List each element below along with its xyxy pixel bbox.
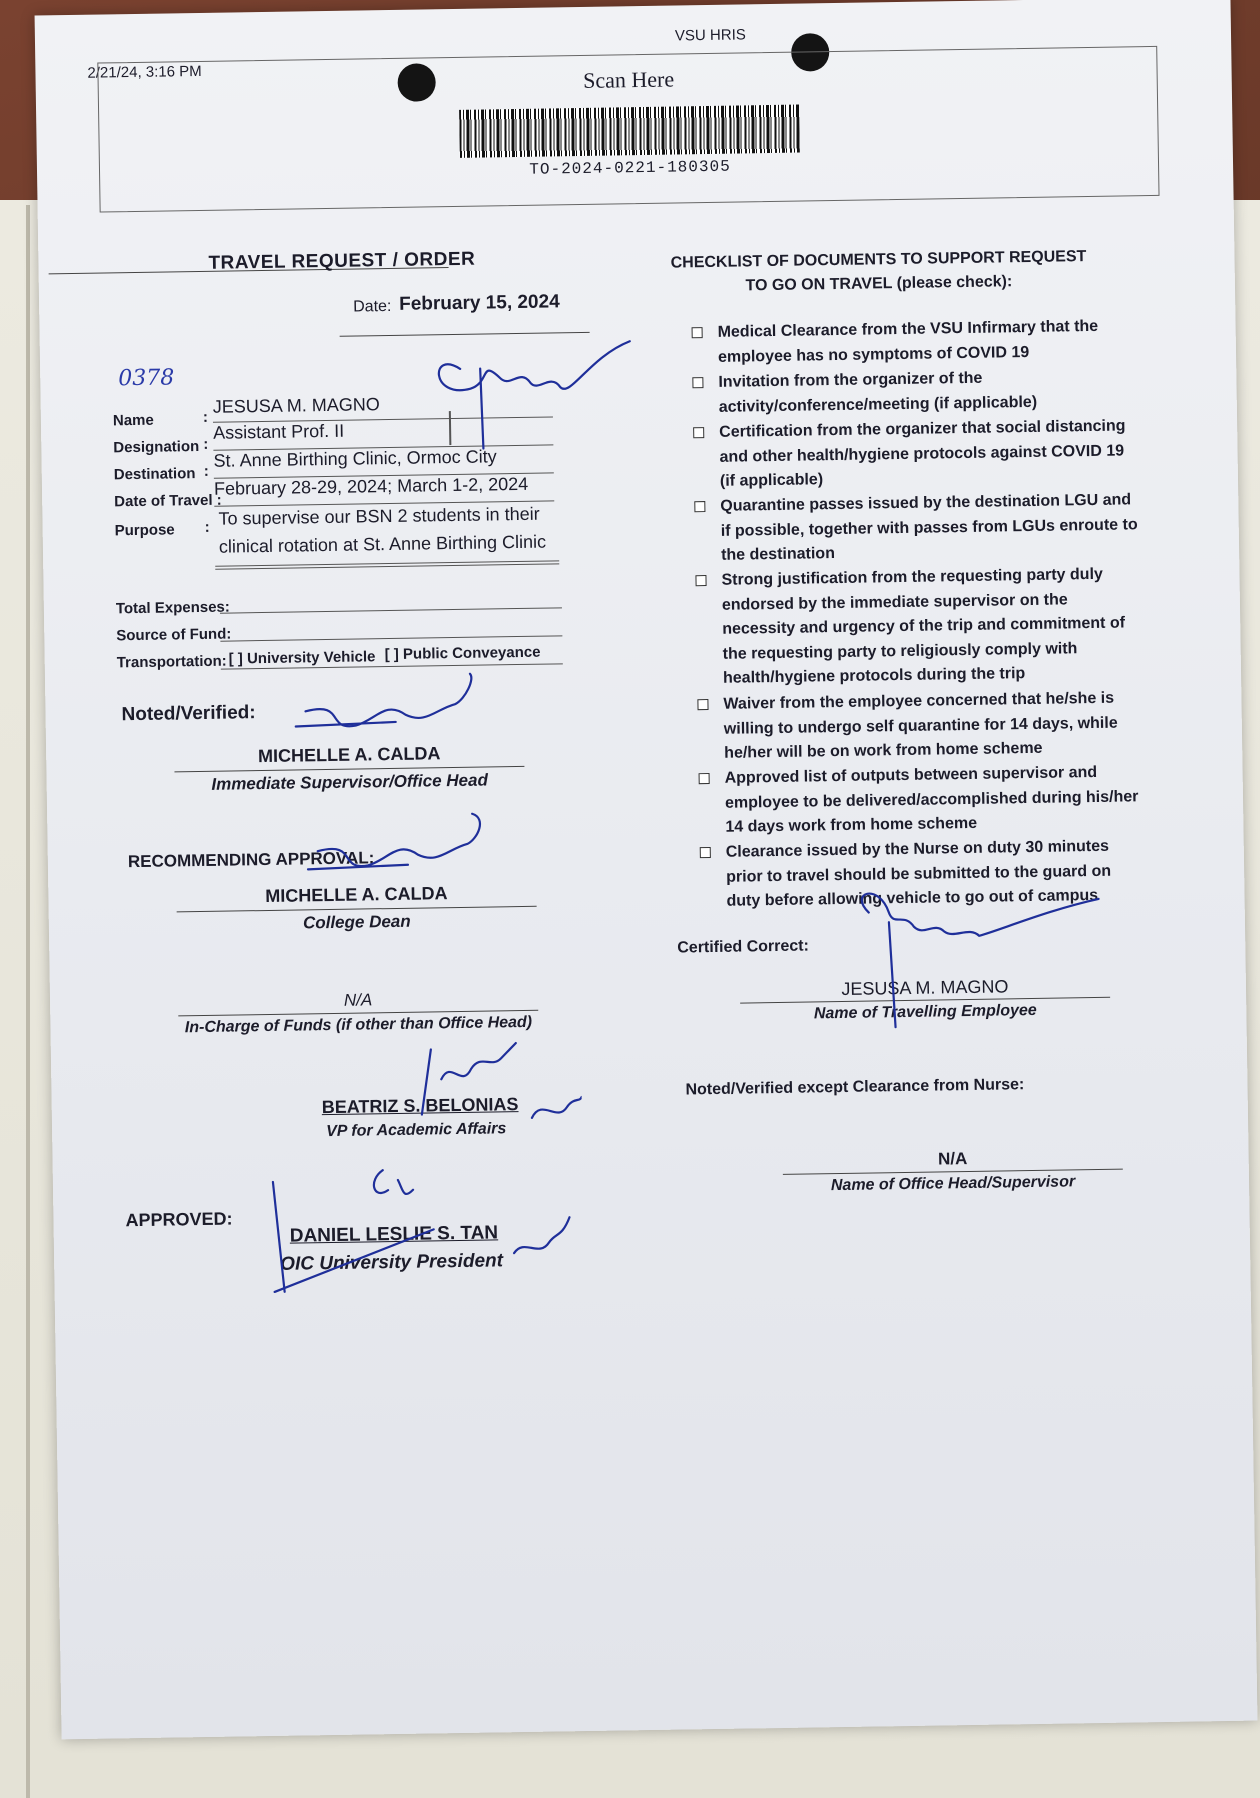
checklist-item-text: Approved list of outputs between supervisor and employee to be delivered/accomplished during his/her 14 days work from home scheme — [724, 763, 1139, 836]
barcode — [459, 105, 800, 158]
president-name: DANIEL LESLIE S. TAN — [289, 1222, 499, 1247]
travel-request-sheet — [35, 0, 1258, 1739]
date-of-travel-label: Date of Travel : — [114, 491, 222, 511]
source-of-fund-label: Source of Fund: — [116, 625, 232, 645]
dean-signature — [297, 808, 498, 901]
checklist-item-text: Quarantine passes issued by the destination LGU and if possible, together with passes from LGUs enroute to the destination — [720, 491, 1138, 564]
president-role: OIC University President — [280, 1250, 504, 1275]
supervisor-signature — [285, 669, 486, 752]
recommending-approval-label: RECOMMENDING APPROVAL: — [127, 848, 375, 872]
checkbox-icon — [695, 575, 706, 586]
name-value: JESUSA M. MAGNO — [212, 394, 380, 417]
dean-role: College Dean — [302, 911, 411, 933]
vp-signature — [381, 1027, 583, 1130]
transport-option-university-vehicle: [ ] University Vehicle — [228, 648, 376, 668]
checklist-item — [690, 364, 1141, 420]
checklist-item-text: Strong justification from the requesting party duly endorsed by the immediate supervisor on the necessity and urgency of the trip and commitment of the requesting party to religiously comply with health/hygiene protocols during the trip — [721, 565, 1126, 687]
total-expenses-line — [220, 607, 562, 613]
checkbox-icon — [697, 699, 708, 710]
checkbox-icon — [692, 377, 703, 388]
purpose-line-2: clinical rotation at St. Anne Birthing Clinic — [215, 531, 559, 566]
date-label: Date: — [353, 297, 392, 316]
destination-value: St. Anne Birthing Clinic, Ormoc City — [213, 446, 497, 471]
designation-colon: : — [203, 435, 209, 453]
form-title: TRAVEL REQUEST / ORDER — [208, 248, 476, 274]
checkbox-icon — [692, 327, 703, 338]
noted-except-nurse-label: Noted/Verified except Clearance from Nurse: — [685, 1076, 1025, 1099]
purpose-line-1: To supervise our BSN 2 students in their — [218, 503, 540, 529]
office-head-name: N/A — [937, 1149, 968, 1169]
designation-value: Assistant Prof. II — [212, 420, 345, 443]
destination-label: Destination — [113, 465, 196, 484]
checklist-heading — [638, 245, 1119, 301]
designation-label: Designation — [113, 437, 200, 457]
transportation-label: Transportation: — [116, 652, 227, 672]
employee-signature-header — [420, 336, 642, 459]
checklist-item-text: Certification from the organizer that social distancing and other health/hygiene protocols against COVID 19 (if applicable) — [719, 417, 1126, 490]
source-of-fund-line — [220, 635, 562, 641]
scan-here-label: Scan Here — [582, 66, 675, 93]
vp-name: BEATRIZ S. BELONIAS — [321, 1094, 519, 1118]
date-of-travel-value: February 28-29, 2024; March 1-2, 2024 — [213, 473, 529, 499]
system-name: VSU HRIS — [674, 26, 746, 45]
certified-correct-label: Certified Correct: — [677, 937, 809, 957]
checklist-item — [691, 414, 1142, 495]
checkbox-icon — [699, 773, 710, 784]
approved-label: APPROVED: — [125, 1208, 233, 1231]
noted-verified-label: Noted/Verified: — [121, 702, 256, 726]
checklist-item — [696, 760, 1147, 841]
checklist-item — [689, 314, 1140, 370]
checkbox-icon — [694, 501, 705, 512]
funds-role: In-Charge of Funds (if other than Office Head) — [184, 1013, 533, 1037]
employee-role: Name of Travelling Employee — [813, 1001, 1037, 1023]
checklist-heading-line-2: TO GO ON TRAVEL (please check): — [745, 273, 1013, 295]
employee-name: JESUSA M. MAGNO — [841, 976, 1009, 999]
checklist-item — [693, 562, 1145, 692]
destination-colon: : — [203, 462, 209, 480]
supervisor-role: Immediate Supervisor/Office Head — [211, 770, 489, 794]
print-timestamp: 2/21/24, 3:16 PM — [87, 62, 202, 82]
folder-edge — [26, 205, 30, 1798]
office-head-role: Name of Office Head/Supervisor — [830, 1173, 1076, 1195]
vp-role: VP for Academic Affairs — [325, 1120, 507, 1141]
total-expenses-label: Total Expenses: — [115, 598, 230, 618]
purpose-colon: : — [204, 518, 210, 536]
supervisor-name: MICHELLE A. CALDA — [257, 743, 441, 767]
date-value: February 15, 2024 — [398, 291, 560, 315]
transport-option-public-conveyance: [ ] Public Conveyance — [384, 643, 541, 664]
checklist-item — [695, 686, 1146, 767]
name-label: Name — [112, 411, 154, 430]
name-colon: : — [202, 408, 209, 426]
checklist-item-text: Medical Clearance from the VSU Infirmary that the employee has no symptoms of COVID 19 — [717, 317, 1099, 366]
scan-box — [97, 46, 1159, 213]
checkbox-icon — [700, 847, 711, 858]
control-number: 0378 — [118, 365, 175, 392]
checklist-item-text: Invitation from the organizer of the activity/conference/meeting (if applicable) — [718, 369, 1038, 416]
checklist-item — [692, 488, 1143, 569]
checkbox-icon — [693, 427, 704, 438]
date-of-travel-field — [214, 473, 554, 506]
date-rule — [340, 332, 590, 337]
funds-name: N/A — [343, 990, 373, 1010]
checklist-item-text: Clearance issued by the Nurse on duty 30 minutes prior to travel should be submitted to the guard on duty before allowing vehicle to go out of campus — [725, 837, 1112, 910]
checklist-heading-line-1: CHECKLIST OF DOCUMENTS TO SUPPORT REQUEST — [670, 248, 1087, 272]
employee-signature — [848, 879, 1110, 1033]
dean-name: MICHELLE A. CALDA — [265, 883, 448, 907]
purpose-label: Purpose — [114, 521, 175, 540]
checklist-item-text: Waiver from the employee concerned that he/she is willing to undergo self quarantine for 14 days, while he/her will be on work from home scheme — [723, 689, 1118, 762]
tracking-number: TO-2024-0221-180305 — [529, 157, 731, 179]
president-signature — [253, 1157, 575, 1302]
